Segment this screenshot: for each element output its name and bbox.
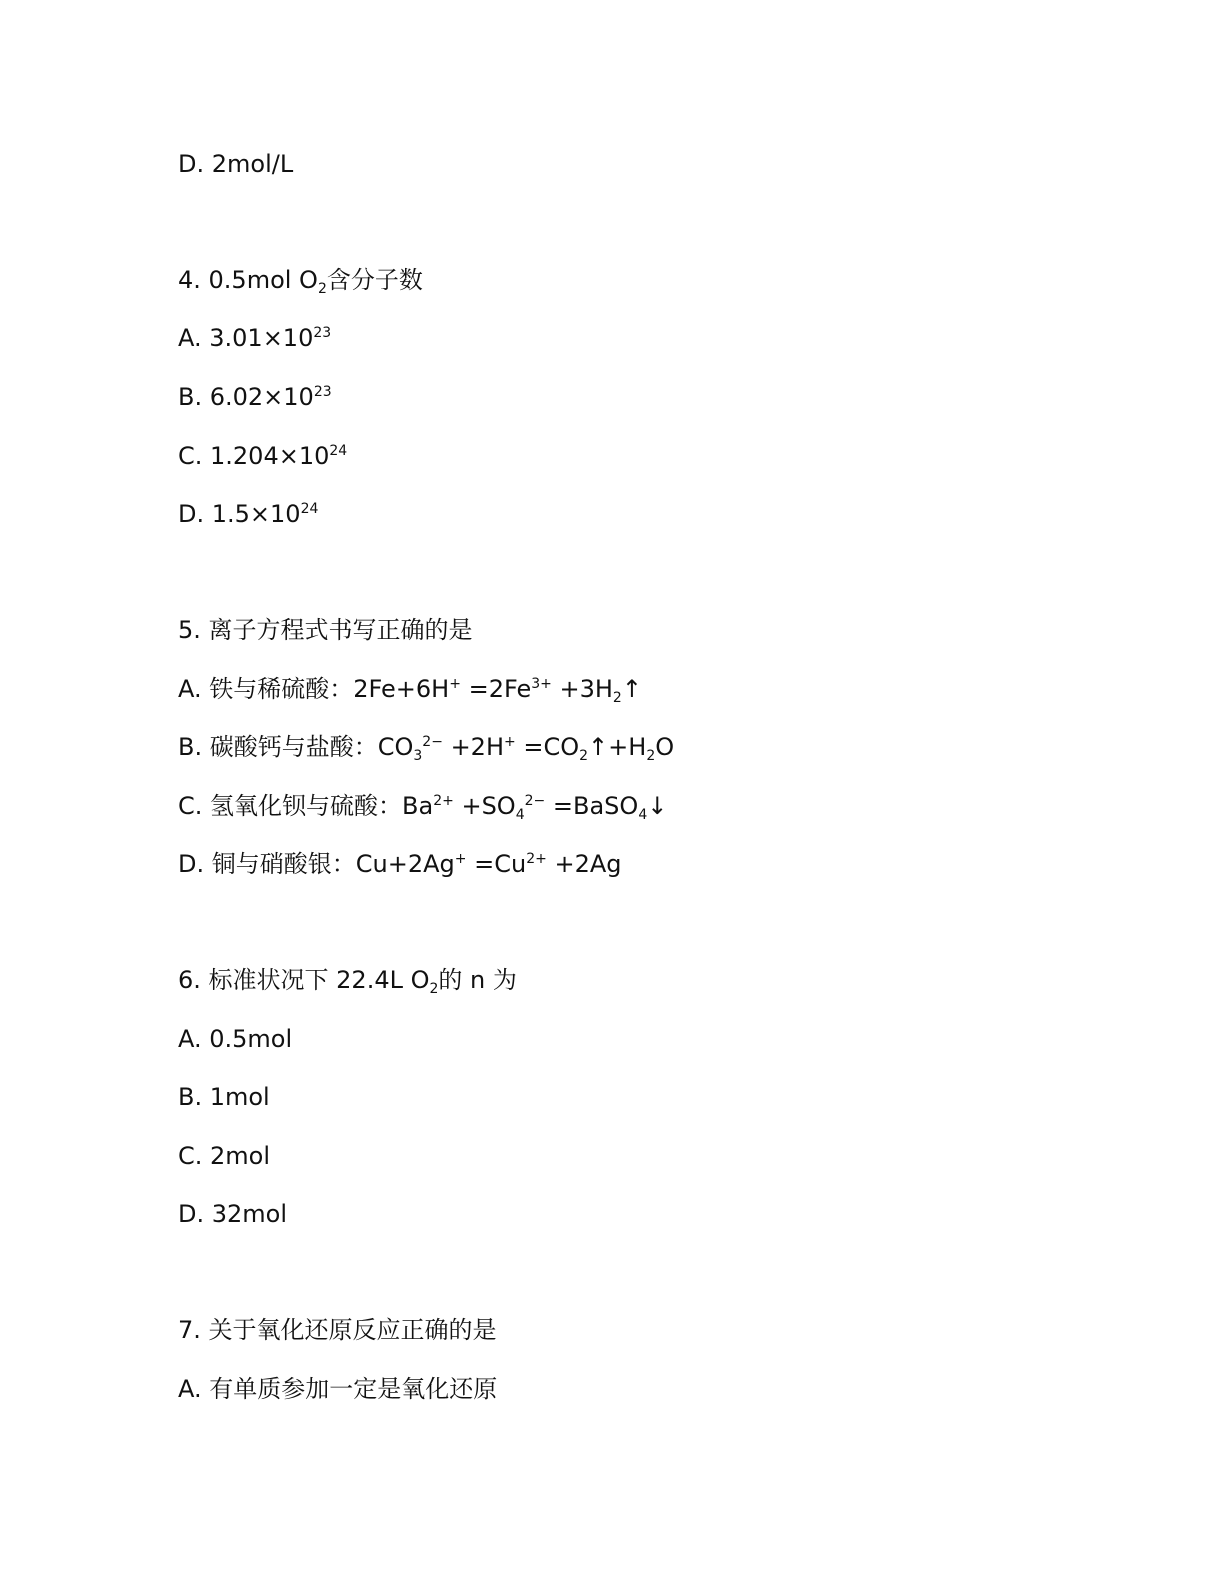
text-run: 4. 0.5mol O bbox=[178, 266, 318, 294]
text-line bbox=[178, 498, 318, 530]
text-line bbox=[178, 848, 622, 880]
subscript: 2 bbox=[429, 981, 439, 997]
text-line bbox=[178, 322, 331, 354]
text-run: 7. 关于氧化还原反应正确的是 bbox=[178, 1316, 497, 1344]
text-run: B. 1mol bbox=[178, 1083, 270, 1111]
subscript: 4 bbox=[638, 807, 648, 823]
superscript: + bbox=[504, 734, 516, 750]
subscript: 2 bbox=[646, 748, 656, 764]
subscript: 2 bbox=[579, 748, 589, 764]
superscript: + bbox=[449, 676, 461, 692]
text-line bbox=[178, 1198, 287, 1230]
text-run: D. 32mol bbox=[178, 1200, 288, 1228]
text-run: B. 碳酸钙与盐酸：CO bbox=[178, 733, 414, 761]
text-run: ↑ bbox=[621, 675, 642, 703]
text-run: +2Ag bbox=[546, 850, 622, 878]
text-run: =Cu bbox=[466, 850, 527, 878]
subscript: 4 bbox=[515, 807, 525, 823]
text-run: ↓ bbox=[647, 792, 668, 820]
text-line bbox=[178, 731, 674, 763]
text-run: D. 铜与硝酸银：Cu+2Ag bbox=[178, 850, 455, 878]
superscript: 24 bbox=[300, 501, 319, 517]
text-run: 6. 标准状况下 22.4L O bbox=[178, 966, 430, 994]
superscript: 3+ bbox=[531, 676, 552, 692]
superscript: 23 bbox=[313, 384, 332, 400]
superscript: 2− bbox=[422, 734, 443, 750]
superscript: 24 bbox=[329, 443, 348, 459]
subscript: 2 bbox=[612, 690, 622, 706]
superscript: 23 bbox=[313, 325, 332, 341]
superscript: 2+ bbox=[526, 851, 547, 867]
subscript: 2 bbox=[317, 281, 327, 297]
text-run: 含分子数 bbox=[326, 266, 423, 294]
text-run: 的 n 为 bbox=[438, 966, 517, 994]
text-run: D. 2mol/L bbox=[178, 150, 294, 178]
text-run: =CO bbox=[515, 733, 580, 761]
text-line bbox=[178, 381, 332, 413]
text-run: C. 2mol bbox=[178, 1142, 271, 1170]
text-line bbox=[178, 964, 517, 996]
text-run: +2H bbox=[442, 733, 504, 761]
text-run: C. 1.204×10 bbox=[178, 442, 330, 470]
superscript: + bbox=[454, 851, 467, 867]
text-line bbox=[178, 1023, 292, 1055]
superscript: 2− bbox=[524, 793, 546, 809]
subscript: 3 bbox=[413, 748, 423, 764]
text-run: D. 1.5×10 bbox=[178, 500, 301, 528]
text-run: A. 有单质参加一定是氧化还原 bbox=[178, 1375, 498, 1403]
text-run: +SO bbox=[453, 792, 516, 820]
text-run: A. 铁与稀硫酸：2Fe+6H bbox=[178, 675, 450, 703]
text-run: =BaSO bbox=[545, 792, 639, 820]
text-line bbox=[178, 614, 473, 646]
text-line bbox=[178, 440, 347, 472]
text-line bbox=[178, 1140, 270, 1172]
text-line bbox=[178, 148, 293, 180]
text-line bbox=[178, 790, 667, 822]
text-run: O bbox=[655, 733, 675, 761]
text-line bbox=[178, 1081, 270, 1113]
text-run: +3H bbox=[551, 675, 613, 703]
text-run: =2Fe bbox=[460, 675, 532, 703]
text-line bbox=[178, 1373, 497, 1405]
text-line bbox=[178, 673, 642, 705]
superscript: 2+ bbox=[433, 793, 454, 809]
text-run: ↑+H bbox=[588, 733, 647, 761]
text-run: A. 3.01×10 bbox=[178, 324, 314, 352]
text-run: 5. 离子方程式书写正确的是 bbox=[178, 616, 473, 644]
text-run: C. 氢氧化钡与硫酸：Ba bbox=[178, 792, 434, 820]
text-run: B. 6.02×10 bbox=[178, 383, 314, 411]
text-run: A. 0.5mol bbox=[178, 1025, 293, 1053]
text-line bbox=[178, 264, 423, 296]
text-line bbox=[178, 1314, 497, 1346]
